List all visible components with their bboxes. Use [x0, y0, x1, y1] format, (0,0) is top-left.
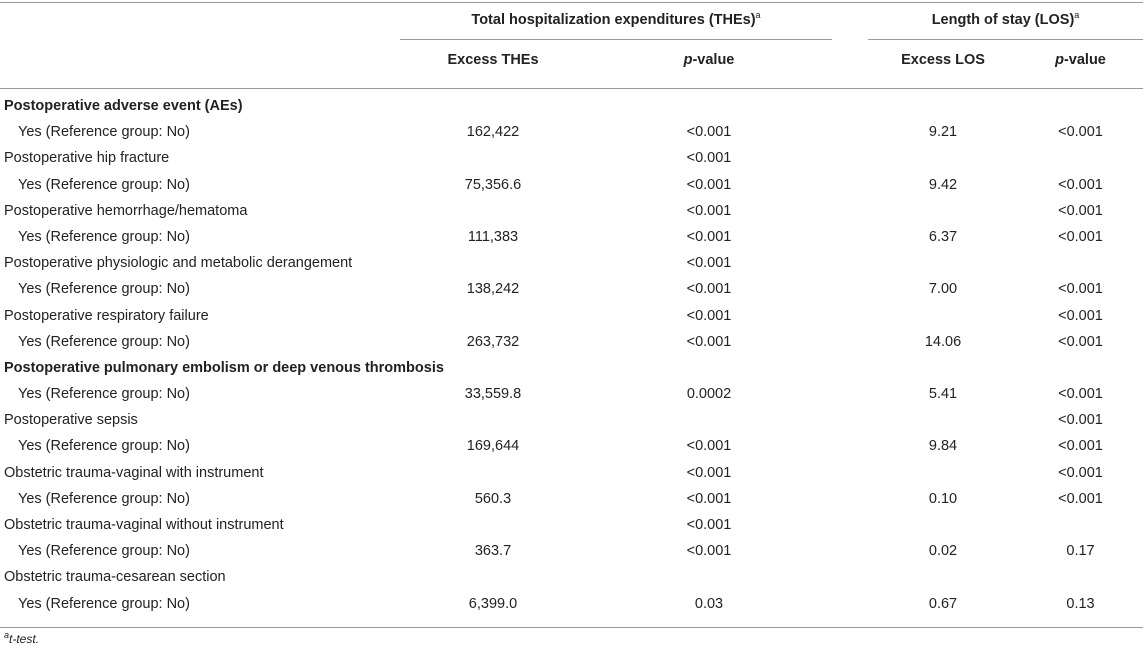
row-label: Postoperative respiratory failure: [4, 307, 209, 324]
cell-p-value-los: <0.001: [1058, 228, 1103, 245]
cell-excess-thes: 33,559.8: [464, 386, 522, 403]
cell-excess-los: 5.41: [928, 386, 958, 403]
table-row: [0, 355, 1143, 381]
row-label: Postoperative hemorrhage/hematoma: [4, 202, 248, 219]
cell-p-value-thes: <0.001: [686, 228, 732, 245]
cell-p-value-thes: <0.001: [686, 176, 732, 193]
row-label: Yes (Reference group: No): [18, 490, 190, 507]
cell-p-value-thes: <0.001: [686, 490, 732, 507]
cell-excess-thes: 162,422: [466, 124, 520, 141]
row-label: Yes (Reference group: No): [18, 228, 190, 245]
row-label: Yes (Reference group: No): [18, 281, 190, 298]
cell-p-value-los: <0.001: [1058, 490, 1103, 507]
cell-excess-los: 6.37: [928, 228, 958, 245]
row-label: Postoperative physiologic and metabolic derangement: [4, 255, 353, 272]
row-label: Postoperative pulmonary embolism or deep venous thrombosis: [4, 359, 444, 376]
cell-excess-los: 0.10: [928, 490, 958, 507]
table-row: [0, 564, 1143, 590]
table-row: [0, 433, 1143, 459]
footnote: $^a$t-test.: [4, 630, 40, 646]
row-label: Yes (Reference group: No): [18, 438, 190, 455]
cell-p-value-thes: <0.001: [686, 333, 732, 350]
cell-p-value-thes: 0.0002: [686, 386, 732, 403]
cell-p-value-thes: <0.001: [686, 255, 732, 272]
cell-p-value-thes: <0.001: [686, 543, 732, 560]
cell-excess-los: 9.84: [928, 438, 958, 455]
table-row: [0, 145, 1143, 171]
col-header-p-value-los: p-value: [1055, 52, 1106, 68]
cell-excess-los: 9.21: [928, 124, 958, 141]
header-group-los: Length of stay (LOS)$^a$: [931, 10, 1080, 28]
row-label: Yes (Reference group: No): [18, 595, 190, 612]
header-group-los-rule: [868, 39, 1143, 40]
table-row: [0, 486, 1143, 512]
cell-excess-thes: 138,242: [466, 281, 520, 298]
cell-p-value-los: 0.17: [1066, 543, 1095, 560]
cell-excess-thes: 560.3: [474, 490, 512, 507]
row-label: Postoperative sepsis: [4, 412, 138, 429]
cell-p-value-thes: <0.001: [686, 124, 732, 141]
table-body: [0, 93, 1143, 617]
table-row: [0, 224, 1143, 250]
cell-excess-los: 0.67: [928, 595, 958, 612]
row-label: Yes (Reference group: No): [18, 543, 190, 560]
row-label: Postoperative adverse event (AEs): [4, 98, 243, 114]
header-bottom-rule: [0, 88, 1143, 89]
cell-p-value-los: <0.001: [1058, 202, 1103, 219]
table-row: [0, 460, 1143, 486]
cell-p-value-los: 0.13: [1066, 595, 1095, 612]
table-bottom-rule: [0, 627, 1143, 628]
cell-excess-thes: 111,383: [467, 228, 519, 245]
cell-excess-thes: 363.7: [474, 543, 512, 560]
table-row: [0, 250, 1143, 276]
row-label: Obstetric trauma-cesarean section: [4, 569, 226, 586]
cell-p-value-thes: <0.001: [686, 202, 732, 219]
table-row: [0, 591, 1143, 617]
table-row: [0, 329, 1143, 355]
cell-p-value-thes: <0.001: [686, 438, 732, 455]
cell-p-value-los: <0.001: [1058, 176, 1103, 193]
cell-p-value-los: <0.001: [1058, 464, 1103, 481]
col-header-excess-los: Excess LOS: [901, 52, 985, 68]
cell-excess-thes: 169,644: [466, 438, 520, 455]
cell-p-value-los: <0.001: [1058, 124, 1103, 141]
table-top-rule: [0, 2, 1143, 3]
cell-p-value-los: <0.001: [1058, 307, 1103, 324]
table-row: [0, 172, 1143, 198]
cell-p-value-los: <0.001: [1058, 438, 1103, 455]
cell-excess-los: 9.42: [928, 176, 958, 193]
cell-excess-thes: 6,399.0: [468, 595, 518, 612]
cell-p-value-los: <0.001: [1058, 386, 1103, 403]
table-row: [0, 198, 1143, 224]
cell-excess-thes: 263,732: [466, 333, 520, 350]
cell-p-value-thes: <0.001: [686, 307, 732, 324]
row-label: Obstetric trauma-vaginal without instrument: [4, 517, 284, 533]
cell-excess-thes: 75,356.6: [464, 176, 522, 193]
row-label: Yes (Reference group: No): [18, 124, 190, 141]
cell-p-value-los: <0.001: [1058, 333, 1103, 350]
row-label: Yes (Reference group: No): [18, 333, 190, 350]
cell-p-value-thes: 0.03: [694, 595, 724, 612]
cell-excess-los: 0.02: [928, 543, 958, 560]
row-label: Obstetric trauma-vaginal with instrument: [4, 464, 264, 481]
cell-p-value-thes: <0.001: [686, 281, 732, 298]
table-row: [0, 93, 1143, 119]
row-label: Yes (Reference group: No): [18, 386, 190, 403]
cell-p-value-thes: <0.001: [686, 464, 732, 481]
table-row: [0, 381, 1143, 407]
cell-p-value-los: <0.001: [1058, 281, 1103, 298]
cell-p-value-thes: <0.001: [686, 150, 732, 167]
header-group-thes: Total hospitalization expenditures (THEs)$^a$: [471, 10, 761, 28]
cell-p-value-los: <0.001: [1058, 412, 1103, 429]
table-row: [0, 303, 1143, 329]
header-group-thes-rule: [400, 39, 832, 40]
row-label: Postoperative hip fracture: [4, 150, 170, 167]
table-row: [0, 538, 1143, 564]
table-row: [0, 276, 1143, 302]
row-label: Yes (Reference group: No): [18, 176, 190, 193]
table-row: [0, 119, 1143, 145]
cell-excess-los: 14.06: [924, 333, 962, 350]
cell-excess-los: 7.00: [928, 281, 958, 298]
table-row: [0, 512, 1143, 538]
col-header-excess-thes: Excess THEs: [447, 52, 539, 68]
col-header-p-value-thes: p-value: [683, 52, 735, 68]
table-row: [0, 407, 1143, 433]
cell-p-value-thes: <0.001: [686, 517, 732, 533]
